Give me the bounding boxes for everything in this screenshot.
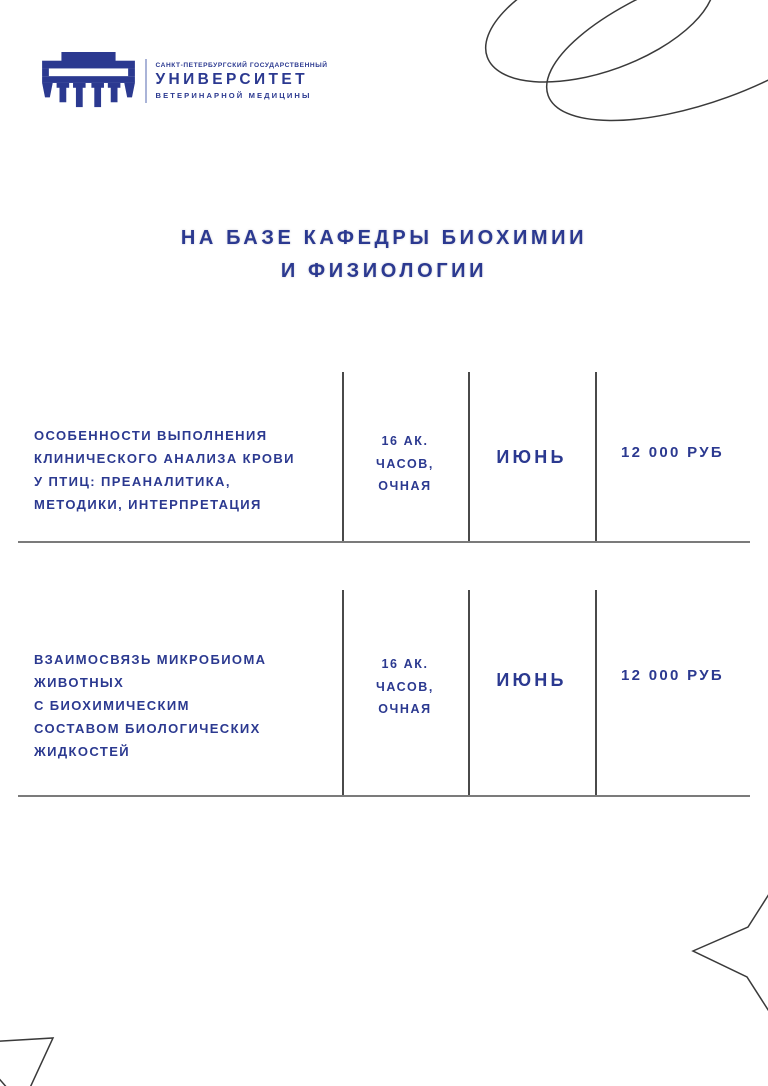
logo-faculty-name: ВЕТЕРИНАРНОЙ МЕДИЦИНЫ	[155, 91, 312, 100]
course-price: 12 000 РУБ	[621, 667, 724, 684]
triangle-ornament	[0, 1038, 53, 1086]
course-month: ИЮНЬ	[496, 670, 567, 690]
page-title	[0, 222, 768, 288]
logo-text	[156, 62, 328, 100]
logo-institution-line: САНКТ-ПЕТЕРБУРГСКИЙ ГОСУДАРСТВЕННЫЙ	[155, 62, 328, 69]
ellipses-ornament	[468, 0, 768, 155]
university-logo	[40, 52, 327, 110]
course-row	[18, 372, 750, 543]
course-hours: 16 АК. ЧАСОВ, ОЧНАЯ	[375, 434, 435, 493]
course-row	[18, 590, 750, 797]
column-divider	[468, 590, 470, 795]
star-ornament	[693, 858, 768, 1044]
page-title-line2: И ФИЗИОЛОГИИ	[280, 260, 488, 282]
course-month: ИЮНЬ	[496, 447, 567, 467]
course-hours: 16 АК. ЧАСОВ, ОЧНАЯ	[375, 657, 435, 716]
page-title-line1: НА БАЗЕ КАФЕДРЫ БИОХИМИИ	[180, 227, 588, 249]
portico-columns-icon	[40, 52, 137, 110]
logo-university-name: УНИВЕРСИТЕТ	[155, 71, 308, 88]
logo-divider	[145, 59, 147, 103]
column-divider	[595, 590, 597, 795]
course-price: 12 000 РУБ	[621, 444, 724, 461]
course-name: ОСОБЕННОСТИ ВЫПОЛНЕНИЯ КЛИНИЧЕСКОГО АНАЛИЗА КРОВИ У ПТИЦ: ПРЕАНАЛИТИКА, МЕТОДИКИ, ИНТЕРПРЕТАЦИЯ	[34, 428, 295, 512]
course-name: ВЗАИМОСВЯЗЬ МИКРОБИОМА ЖИВОТНЫХ С БИОХИМИЧЕСКИМ СОСТАВОМ БИОЛОГИЧЕСКИХ ЖИДКОСТЕЙ	[34, 652, 267, 759]
